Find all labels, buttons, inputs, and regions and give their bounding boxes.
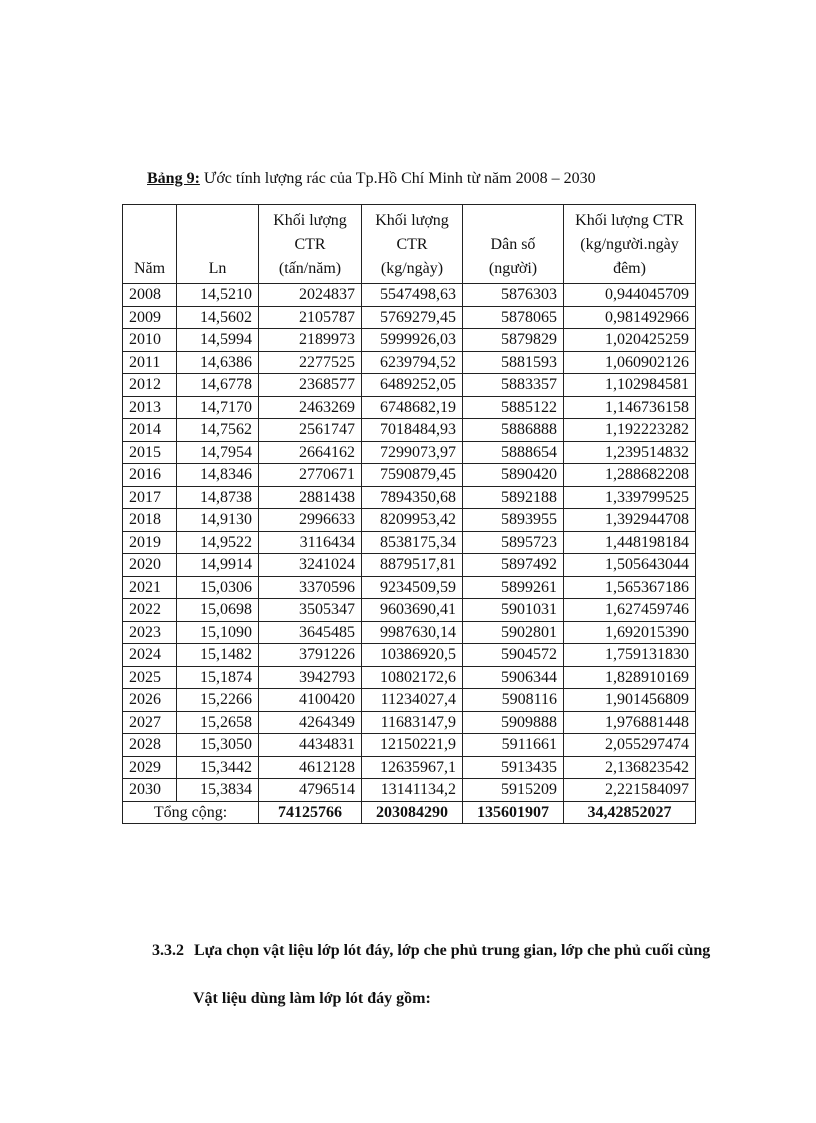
cell-year: 2027 bbox=[123, 711, 177, 734]
cell-population: 5895723 bbox=[463, 531, 564, 554]
cell-tons-year: 2105787 bbox=[259, 306, 362, 329]
table-row bbox=[123, 779, 696, 802]
table-row bbox=[123, 689, 696, 712]
cell-kg-person-day: 1,288682208 bbox=[564, 464, 696, 487]
table-row bbox=[123, 576, 696, 599]
cell-year: 2008 bbox=[123, 284, 177, 307]
cell-kg-person-day: 1,448198184 bbox=[564, 531, 696, 554]
cell-ln: 14,8346 bbox=[177, 464, 259, 487]
cell-ln: 14,7170 bbox=[177, 396, 259, 419]
cell-year: 2013 bbox=[123, 396, 177, 419]
cell-ln: 15,1874 bbox=[177, 666, 259, 689]
cell-year: 2022 bbox=[123, 599, 177, 622]
cell-population: 5885122 bbox=[463, 396, 564, 419]
cell-kg-person-day: 1,020425259 bbox=[564, 329, 696, 352]
cell-year: 2021 bbox=[123, 576, 177, 599]
cell-kg-day: 12150221,9 bbox=[362, 734, 463, 757]
cell-tons-year: 3370596 bbox=[259, 576, 362, 599]
section-heading bbox=[152, 938, 722, 963]
cell-tons-year: 2277525 bbox=[259, 351, 362, 374]
section-number: 3.3.2 bbox=[152, 942, 184, 959]
cell-ln: 14,7562 bbox=[177, 419, 259, 442]
table-row bbox=[123, 329, 696, 352]
cell-population: 5876303 bbox=[463, 284, 564, 307]
cell-ln: 14,9130 bbox=[177, 509, 259, 532]
table-row bbox=[123, 284, 696, 307]
cell-year: 2014 bbox=[123, 419, 177, 442]
cell-kg-person-day: 1,976881448 bbox=[564, 711, 696, 734]
cell-tons-year: 2664162 bbox=[259, 441, 362, 464]
cell-kg-person-day: 1,627459746 bbox=[564, 599, 696, 622]
cell-ln: 15,3442 bbox=[177, 756, 259, 779]
waste-estimate-table bbox=[122, 204, 696, 824]
cell-ln: 15,2266 bbox=[177, 689, 259, 712]
cell-ln: 14,5994 bbox=[177, 329, 259, 352]
cell-year: 2029 bbox=[123, 756, 177, 779]
cell-tons-year: 4264349 bbox=[259, 711, 362, 734]
cell-tons-year: 2881438 bbox=[259, 486, 362, 509]
cell-tons-year: 4612128 bbox=[259, 756, 362, 779]
cell-population: 5908116 bbox=[463, 689, 564, 712]
cell-year: 2011 bbox=[123, 351, 177, 374]
cell-tons-year: 2368577 bbox=[259, 374, 362, 397]
table-row bbox=[123, 419, 696, 442]
cell-population: 5901031 bbox=[463, 599, 564, 622]
cell-tons-year: 4796514 bbox=[259, 779, 362, 802]
cell-kg-day: 9603690,41 bbox=[362, 599, 463, 622]
cell-kg-day: 6748682,19 bbox=[362, 396, 463, 419]
cell-kg-day: 6489252,05 bbox=[362, 374, 463, 397]
cell-ln: 14,9522 bbox=[177, 531, 259, 554]
cell-ln: 14,5602 bbox=[177, 306, 259, 329]
body-paragraph: Vật liệu dùng làm lớp lót đáy gồm: bbox=[193, 990, 431, 1007]
table-row bbox=[123, 351, 696, 374]
cell-kg-person-day: 2,055297474 bbox=[564, 734, 696, 757]
cell-ln: 15,1482 bbox=[177, 644, 259, 667]
cell-population: 5893955 bbox=[463, 509, 564, 532]
table-row bbox=[123, 711, 696, 734]
cell-kg-day: 9987630,14 bbox=[362, 621, 463, 644]
cell-year: 2019 bbox=[123, 531, 177, 554]
total-kg-day: 203084290 bbox=[362, 801, 463, 824]
cell-ln: 14,6386 bbox=[177, 351, 259, 374]
table-row bbox=[123, 306, 696, 329]
cell-population: 5902801 bbox=[463, 621, 564, 644]
cell-ln: 15,3834 bbox=[177, 779, 259, 802]
cell-year: 2015 bbox=[123, 441, 177, 464]
cell-kg-person-day: 0,944045709 bbox=[564, 284, 696, 307]
cell-year: 2028 bbox=[123, 734, 177, 757]
cell-ln: 14,9914 bbox=[177, 554, 259, 577]
cell-tons-year: 3791226 bbox=[259, 644, 362, 667]
cell-year: 2026 bbox=[123, 689, 177, 712]
cell-tons-year: 2996633 bbox=[259, 509, 362, 532]
cell-kg-person-day: 1,565367186 bbox=[564, 576, 696, 599]
cell-population: 5881593 bbox=[463, 351, 564, 374]
cell-ln: 14,6778 bbox=[177, 374, 259, 397]
cell-ln: 15,1090 bbox=[177, 621, 259, 644]
header-year: Năm bbox=[123, 205, 177, 284]
cell-population: 5886888 bbox=[463, 419, 564, 442]
cell-population: 5899261 bbox=[463, 576, 564, 599]
cell-kg-person-day: 1,505643044 bbox=[564, 554, 696, 577]
table-row bbox=[123, 734, 696, 757]
cell-population: 5892188 bbox=[463, 486, 564, 509]
cell-kg-person-day: 1,339799525 bbox=[564, 486, 696, 509]
cell-kg-day: 8879517,81 bbox=[362, 554, 463, 577]
cell-tons-year: 3241024 bbox=[259, 554, 362, 577]
cell-tons-year: 4434831 bbox=[259, 734, 362, 757]
cell-kg-person-day: 1,692015390 bbox=[564, 621, 696, 644]
header-kg-day: Khối lượng CTR (kg/ngày) bbox=[362, 205, 463, 284]
cell-kg-day: 13141134,2 bbox=[362, 779, 463, 802]
cell-kg-day: 5547498,63 bbox=[362, 284, 463, 307]
cell-kg-day: 12635967,1 bbox=[362, 756, 463, 779]
table-row bbox=[123, 644, 696, 667]
cell-kg-day: 7590879,45 bbox=[362, 464, 463, 487]
cell-year: 2012 bbox=[123, 374, 177, 397]
total-label: Tổng cộng: bbox=[123, 801, 259, 824]
cell-population: 5890420 bbox=[463, 464, 564, 487]
cell-tons-year: 2189973 bbox=[259, 329, 362, 352]
cell-population: 5878065 bbox=[463, 306, 564, 329]
table-row bbox=[123, 486, 696, 509]
cell-tons-year: 3505347 bbox=[259, 599, 362, 622]
cell-population: 5913435 bbox=[463, 756, 564, 779]
table-row bbox=[123, 396, 696, 419]
table-row bbox=[123, 531, 696, 554]
cell-population: 5906344 bbox=[463, 666, 564, 689]
total-population: 135601907 bbox=[463, 801, 564, 824]
cell-ln: 15,0698 bbox=[177, 599, 259, 622]
table-caption-text: Ước tính lượng rác của Tp.Hồ Chí Minh từ năm 2008 – 2030 bbox=[203, 170, 596, 187]
cell-kg-person-day: 2,221584097 bbox=[564, 779, 696, 802]
header-ln: Ln bbox=[177, 205, 259, 284]
cell-kg-person-day: 1,146736158 bbox=[564, 396, 696, 419]
cell-ln: 15,3050 bbox=[177, 734, 259, 757]
cell-kg-day: 10802172,6 bbox=[362, 666, 463, 689]
cell-tons-year: 2561747 bbox=[259, 419, 362, 442]
cell-kg-person-day: 1,759131830 bbox=[564, 644, 696, 667]
cell-kg-person-day: 1,392944708 bbox=[564, 509, 696, 532]
cell-year: 2009 bbox=[123, 306, 177, 329]
cell-population: 5883357 bbox=[463, 374, 564, 397]
cell-year: 2030 bbox=[123, 779, 177, 802]
cell-kg-person-day: 1,102984581 bbox=[564, 374, 696, 397]
cell-population: 5904572 bbox=[463, 644, 564, 667]
cell-tons-year: 3645485 bbox=[259, 621, 362, 644]
cell-population: 5909888 bbox=[463, 711, 564, 734]
cell-year: 2024 bbox=[123, 644, 177, 667]
table-row bbox=[123, 374, 696, 397]
cell-kg-day: 7018484,93 bbox=[362, 419, 463, 442]
cell-population: 5879829 bbox=[463, 329, 564, 352]
cell-tons-year: 3942793 bbox=[259, 666, 362, 689]
cell-tons-year: 4100420 bbox=[259, 689, 362, 712]
cell-year: 2023 bbox=[123, 621, 177, 644]
cell-kg-day: 7894350,68 bbox=[362, 486, 463, 509]
cell-ln: 15,0306 bbox=[177, 576, 259, 599]
cell-kg-day: 9234509,59 bbox=[362, 576, 463, 599]
cell-population: 5915209 bbox=[463, 779, 564, 802]
table-row bbox=[123, 554, 696, 577]
header-kg-person-day: Khối lượng CTR (kg/người.ngày đêm) bbox=[564, 205, 696, 284]
cell-kg-person-day: 1,192223282 bbox=[564, 419, 696, 442]
table-caption bbox=[147, 170, 596, 188]
cell-population: 5911661 bbox=[463, 734, 564, 757]
table-row bbox=[123, 621, 696, 644]
cell-kg-person-day: 0,981492966 bbox=[564, 306, 696, 329]
cell-year: 2025 bbox=[123, 666, 177, 689]
cell-kg-day: 5999926,03 bbox=[362, 329, 463, 352]
header-tons-year: Khối lượng CTR (tấn/năm) bbox=[259, 205, 362, 284]
cell-kg-day: 7299073,97 bbox=[362, 441, 463, 464]
cell-kg-day: 8538175,34 bbox=[362, 531, 463, 554]
cell-year: 2018 bbox=[123, 509, 177, 532]
cell-kg-day: 11234027,4 bbox=[362, 689, 463, 712]
cell-population: 5888654 bbox=[463, 441, 564, 464]
cell-ln: 14,5210 bbox=[177, 284, 259, 307]
cell-tons-year: 3116434 bbox=[259, 531, 362, 554]
cell-year: 2020 bbox=[123, 554, 177, 577]
cell-tons-year: 2463269 bbox=[259, 396, 362, 419]
table-row bbox=[123, 509, 696, 532]
cell-kg-day: 11683147,9 bbox=[362, 711, 463, 734]
cell-ln: 14,7954 bbox=[177, 441, 259, 464]
table-row bbox=[123, 464, 696, 487]
cell-kg-day: 6239794,52 bbox=[362, 351, 463, 374]
table-row bbox=[123, 756, 696, 779]
cell-kg-person-day: 1,060902126 bbox=[564, 351, 696, 374]
cell-year: 2010 bbox=[123, 329, 177, 352]
cell-tons-year: 2770671 bbox=[259, 464, 362, 487]
total-kg-person-day: 34,42852027 bbox=[564, 801, 696, 824]
cell-ln: 15,2658 bbox=[177, 711, 259, 734]
table-row bbox=[123, 441, 696, 464]
table-row bbox=[123, 666, 696, 689]
table-caption-label: Bảng 9: bbox=[147, 170, 200, 187]
cell-year: 2016 bbox=[123, 464, 177, 487]
table-header-row bbox=[123, 205, 696, 284]
cell-year: 2017 bbox=[123, 486, 177, 509]
cell-kg-person-day: 2,136823542 bbox=[564, 756, 696, 779]
cell-kg-person-day: 1,239514832 bbox=[564, 441, 696, 464]
table-total-row bbox=[123, 801, 696, 824]
table-row bbox=[123, 599, 696, 622]
table-body bbox=[123, 284, 696, 802]
cell-kg-day: 5769279,45 bbox=[362, 306, 463, 329]
cell-population: 5897492 bbox=[463, 554, 564, 577]
total-tons-year: 74125766 bbox=[259, 801, 362, 824]
cell-ln: 14,8738 bbox=[177, 486, 259, 509]
header-population: Dân số (người) bbox=[463, 205, 564, 284]
section-title: Lựa chọn vật liệu lớp lót đáy, lớp che phủ trung gian, lớp che phủ cuối cùng bbox=[194, 942, 711, 959]
cell-tons-year: 2024837 bbox=[259, 284, 362, 307]
cell-kg-person-day: 1,828910169 bbox=[564, 666, 696, 689]
cell-kg-person-day: 1,901456809 bbox=[564, 689, 696, 712]
cell-kg-day: 10386920,5 bbox=[362, 644, 463, 667]
cell-kg-day: 8209953,42 bbox=[362, 509, 463, 532]
